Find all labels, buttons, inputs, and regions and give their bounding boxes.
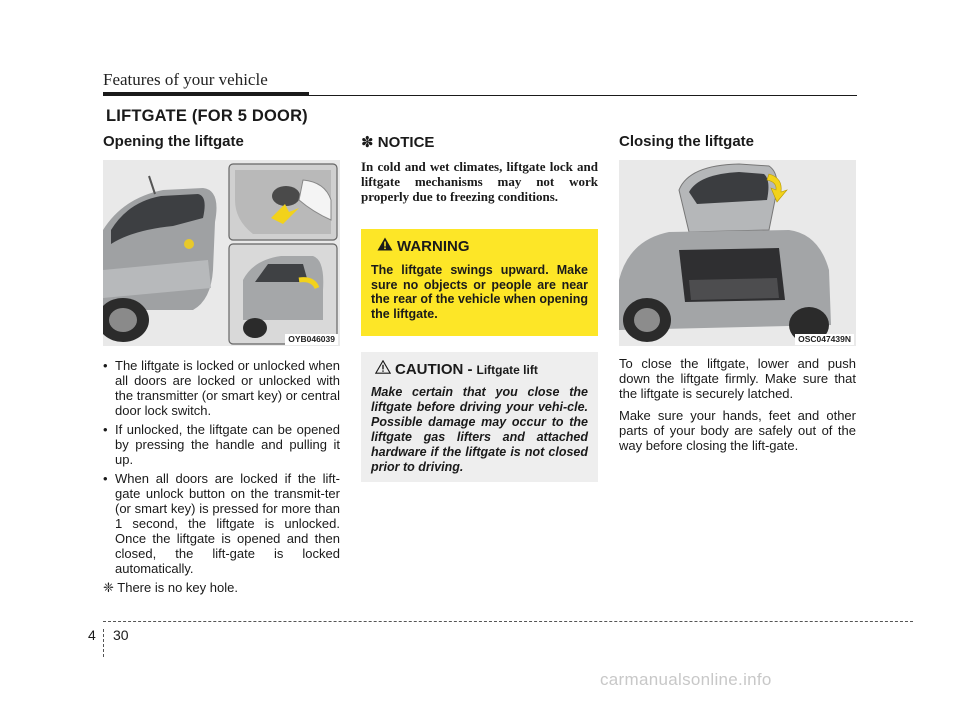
- header-rule-line: [103, 95, 857, 96]
- page-header: Features of your vehicle: [103, 70, 268, 89]
- footer-divider: [103, 629, 104, 657]
- caution-triangle-icon: [375, 360, 391, 379]
- caution-header: [375, 360, 588, 379]
- image-code: OYB046039: [285, 334, 338, 345]
- caution-title: CAUTION -: [395, 361, 473, 378]
- page-number: 30: [113, 627, 129, 643]
- caution-box: [361, 352, 598, 482]
- opening-column: [103, 133, 340, 595]
- opening-heading: Opening the liftgate: [103, 133, 244, 150]
- warning-header: [377, 237, 588, 255]
- closing-paragraph-2: Make sure your hands, feet and other parts of your body are safely out of the way before closing the lift-gate.: [619, 408, 856, 453]
- closing-paragraph-1: To close the liftgate, lower and push down the liftgate firmly. Make sure that the liftgate is securely latched.: [619, 356, 856, 401]
- list-item: • If unlocked, the liftgate can be opened by pressing the handle and pulling it up.: [103, 422, 340, 467]
- caution-subtitle: Liftgate lift: [476, 363, 538, 377]
- notice-column: [361, 133, 598, 204]
- warning-triangle-icon: [377, 237, 393, 255]
- closing-heading: Closing the liftgate: [619, 133, 754, 150]
- car-rear-image: [103, 160, 340, 346]
- footer-rule: [103, 621, 913, 622]
- car-open-liftgate-image: [619, 160, 856, 346]
- notice-title: ✽ NOTICE: [361, 134, 435, 151]
- list-item: • When all doors are locked if the lift-gate unlock button on the transmit-ter (or smart key) is pressed for more than 1 second, the liftgate is unlocked. Once the liftgate is opened and then closed, the lift-gate is locked automatically.: [103, 471, 340, 576]
- watermark: carmanualsonline.info: [600, 670, 772, 689]
- warning-text: The liftgate swings upward. Make sure no objects or people are near the rear of the vehicle when opening the liftgate.: [371, 263, 588, 321]
- caution-text: Make certain that you close the liftgate before driving your vehi-cle. Possible damage may occur to the liftgate gas lifters and attached hardware if the liftgate is not closed prior to driving.: [371, 385, 588, 474]
- warning-title: WARNING: [397, 237, 470, 255]
- closing-column: [619, 133, 856, 453]
- image-code: OSC047439N: [795, 334, 854, 345]
- notice-text: In cold and wet climates, liftgate lock and liftgate mechanisms may not work properly due to freezing conditions.: [361, 159, 598, 204]
- section-title: LIFTGATE (FOR 5 DOOR): [106, 107, 308, 125]
- chapter-number: 4: [88, 627, 96, 643]
- warning-box: [361, 229, 598, 336]
- list-item: • The liftgate is locked or unlocked when all doors are locked or unlocked with the transmitter (or smart key) or central door lock switch.: [103, 358, 340, 418]
- key-hole-note: ❈ There is no key hole.: [103, 580, 238, 595]
- closing-illustration: [619, 160, 856, 346]
- opening-bullet-list: [103, 358, 340, 576]
- opening-illustration: [103, 160, 340, 346]
